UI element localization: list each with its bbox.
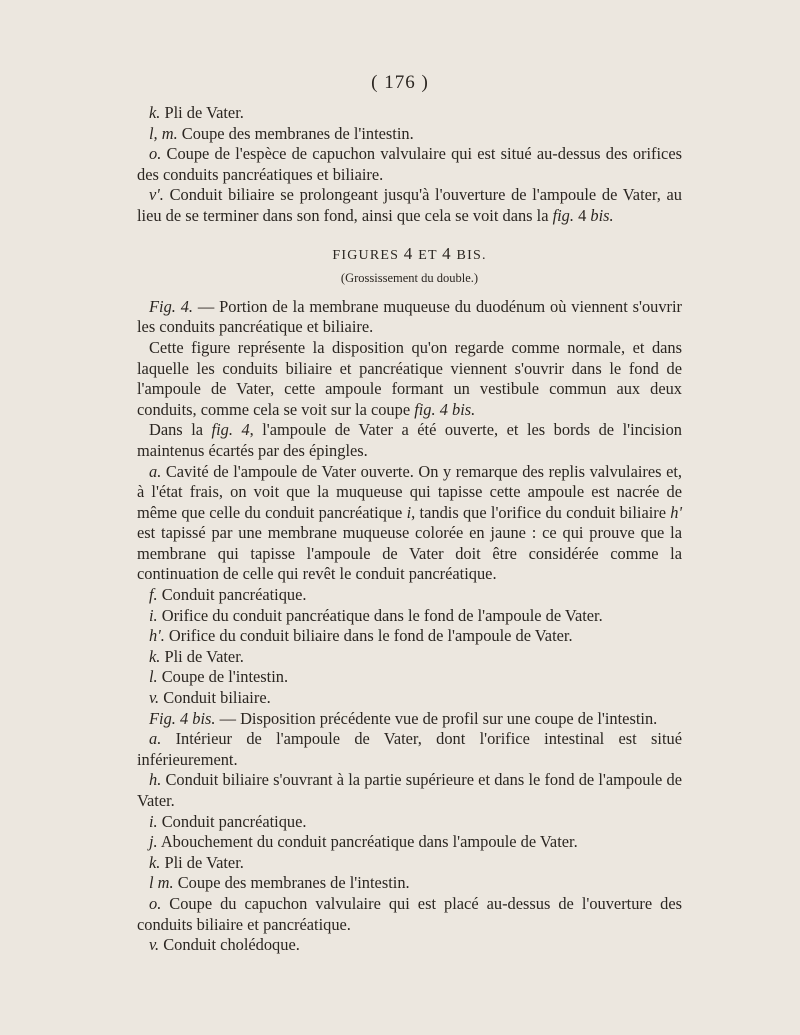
section-heading: FIGURES 4 ET 4 BIS.	[332, 243, 487, 263]
legend-item: l m. Coupe des membranes de l'intestin.	[149, 873, 410, 893]
figure-label: Fig. 4.	[149, 296, 194, 316]
figure-caption: Fig. 4 bis. — Disposition précédente vue de profil sur une coupe de l'intestin.	[149, 708, 658, 728]
figure-label: Fig. 4 bis.	[149, 708, 216, 728]
legend-item: k. Pli de Vater.	[149, 852, 244, 872]
legend-item: a. Cavité de l'ampoule de Vater ouverte. On y remarque des replis valvulaires et, à l'état frais, on voit que la muqueuse qui tapisse cette ampoule est nacrée de même que celle du conduit pancréatique i, tandis que l'orifice du conduit biliaire h' est tapissé par une membrane muqueuse colorée en jaune : ce qui prouve que la membrane qui tapisse l'ampoule de Vater doit être considérée comme la continuation de celle qui revêt le conduit pancréatique.	[137, 461, 682, 584]
legend-label: k.	[149, 103, 161, 122]
legend-label: a.	[149, 461, 162, 481]
legend-label: o.	[149, 144, 162, 164]
legend-item: a. Intérieur de l'ampoule de Vater, dont l'orifice intestinal est situé inférieurement.	[137, 729, 682, 769]
legend-item: o. Coupe de l'espèce de capuchon valvulaire qui est situé au-dessus des orifices des conduits pancréatiques et biliaire.	[137, 144, 682, 184]
legend-label: v'.	[149, 185, 164, 205]
legend-item: v'. Conduit biliaire se prolongeant jusqu'à l'ouverture de l'ampoule de Vater, au lieu de se terminer dans son fond, ainsi que cela se voit dans la fig. 4 bis.	[137, 185, 682, 225]
legend-item: f. Conduit pancréatique.	[149, 585, 307, 605]
legend-label: l, m.	[149, 123, 178, 143]
paragraph: Cette figure représente la disposition qu'on regarde comme normale, et dans laquelle les conduits biliaire et pancréatique viennent s'ouvrir dans le fond de l'ampoule de Vater, cette ampoule formant un vestibule commun aux deux conduits, comme cela se voit sur la coupe fig. 4 bis.	[137, 337, 682, 419]
legend-item: i. Conduit pancréatique.	[149, 811, 307, 831]
legend-item: h'. Orifice du conduit biliaire dans le fond de l'ampoule de Vater.	[149, 626, 573, 646]
figure-caption: Fig. 4. — Portion de la membrane muqueuse du duodénum où viennent s'ouvrir les conduits pancréatique et biliaire.	[137, 296, 683, 337]
page-number: ( 176 )	[371, 72, 429, 93]
legend-item: j. Abouchement du conduit pancréatique dans l'ampoule de Vater.	[149, 832, 578, 852]
paragraph: Dans la fig. 4, l'ampoule de Vater a été ouverte, et les bords de l'incision maintenus écartés par des épingles.	[137, 420, 682, 460]
legend-item: h. Conduit biliaire s'ouvrant à la partie supérieure et dans le fond de l'ampoule de Vater.	[137, 770, 682, 810]
legend-item: l. Coupe de l'intestin.	[149, 667, 289, 687]
legend-item: i. Orifice du conduit pancréatique dans le fond de l'ampoule de Vater.	[149, 605, 603, 625]
section-subheading: (Grossissement du double.)	[340, 271, 479, 286]
legend-item: v. Conduit cholédoque.	[149, 935, 300, 955]
legend-item: l, m. Coupe des membranes de l'intestin.	[149, 123, 414, 143]
text-column	[137, 103, 682, 956]
legend-item: o. Coupe du capuchon valvulaire qui est placé au-dessus de l'ouverture des conduits biliaire et pancréatique.	[137, 893, 682, 934]
legend-item: k. Pli de Vater.	[149, 646, 244, 666]
legend-item: k. Pli de Vater.	[149, 103, 244, 122]
legend-item: v. Conduit biliaire.	[149, 688, 271, 708]
